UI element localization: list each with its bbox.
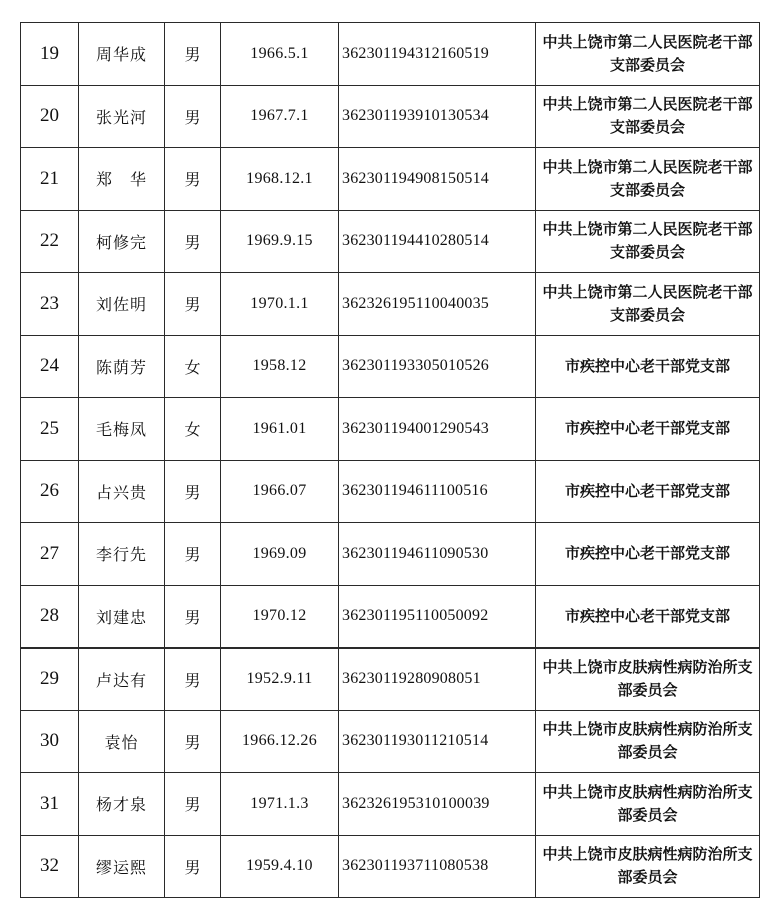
table-row <box>21 398 760 461</box>
member-name: 卢达有 <box>79 648 165 711</box>
member-sex: 男 <box>165 648 221 711</box>
table-row <box>21 210 760 273</box>
member-sex: 男 <box>165 460 221 523</box>
member-name: 周华成 <box>79 23 165 86</box>
id-number: 362301193305010526 <box>339 335 536 398</box>
party-branch: 市疾控中心老干部党支部 <box>536 460 760 523</box>
member-name: 占兴贵 <box>79 460 165 523</box>
party-branch: 市疾控中心老干部党支部 <box>536 523 760 586</box>
party-join-date: 1952.9.11 <box>221 648 339 711</box>
party-join-date: 1969.9.15 <box>221 210 339 273</box>
party-branch: 市疾控中心老干部党支部 <box>536 398 760 461</box>
member-sex: 男 <box>165 23 221 86</box>
table-row <box>21 148 760 211</box>
member-sex: 男 <box>165 585 221 648</box>
table-row <box>21 23 760 86</box>
table-row <box>21 85 760 148</box>
row-number: 31 <box>21 773 79 836</box>
row-number: 30 <box>21 710 79 773</box>
id-number: 362301193910130534 <box>339 85 536 148</box>
member-name: 陈荫芳 <box>79 335 165 398</box>
row-number: 29 <box>21 648 79 711</box>
party-branch: 中共上饶市第二人民医院老干部支部委员会 <box>536 273 760 336</box>
id-number: 362301194312160519 <box>339 23 536 86</box>
member-name: 袁怡 <box>79 710 165 773</box>
table-row <box>21 585 760 648</box>
row-number: 23 <box>21 273 79 336</box>
member-sex: 男 <box>165 523 221 586</box>
id-number: 362301194611090530 <box>339 523 536 586</box>
party-join-date: 1971.1.3 <box>221 773 339 836</box>
party-join-date: 1959.4.10 <box>221 835 339 898</box>
row-number: 28 <box>21 585 79 648</box>
party-branch: 中共上饶市第二人民医院老干部支部委员会 <box>536 148 760 211</box>
id-number: 362301194611100516 <box>339 460 536 523</box>
party-join-date: 1958.12 <box>221 335 339 398</box>
row-number: 19 <box>21 23 79 86</box>
party-join-date: 1961.01 <box>221 398 339 461</box>
table-row <box>21 523 760 586</box>
row-number: 22 <box>21 210 79 273</box>
id-number: 362301194001290543 <box>339 398 536 461</box>
party-branch: 中共上饶市第二人民医院老干部支部委员会 <box>536 210 760 273</box>
table-row <box>21 460 760 523</box>
party-branch: 中共上饶市皮肤病性病防治所支部委员会 <box>536 835 760 898</box>
party-branch: 中共上饶市第二人民医院老干部支部委员会 <box>536 23 760 86</box>
party-branch: 中共上饶市第二人民医院老干部支部委员会 <box>536 85 760 148</box>
member-name: 杨才泉 <box>79 773 165 836</box>
member-name: 郑 华 <box>79 148 165 211</box>
member-sex: 男 <box>165 773 221 836</box>
party-join-date: 1966.5.1 <box>221 23 339 86</box>
member-sex: 男 <box>165 710 221 773</box>
party-join-date: 1968.12.1 <box>221 148 339 211</box>
table-row <box>21 710 760 773</box>
party-join-date: 1969.09 <box>221 523 339 586</box>
row-number: 32 <box>21 835 79 898</box>
id-number: 362301195110050092 <box>339 585 536 648</box>
member-name: 柯修完 <box>79 210 165 273</box>
table-row <box>21 648 760 711</box>
party-branch: 中共上饶市皮肤病性病防治所支部委员会 <box>536 648 760 711</box>
party-join-date: 1970.12 <box>221 585 339 648</box>
row-number: 25 <box>21 398 79 461</box>
row-number: 26 <box>21 460 79 523</box>
party-join-date: 1967.7.1 <box>221 85 339 148</box>
table-row <box>21 273 760 336</box>
member-name: 缪运熙 <box>79 835 165 898</box>
member-sex: 女 <box>165 398 221 461</box>
party-branch: 市疾控中心老干部党支部 <box>536 335 760 398</box>
row-number: 21 <box>21 148 79 211</box>
party-join-date: 1966.12.26 <box>221 710 339 773</box>
member-sex: 男 <box>165 835 221 898</box>
id-number: 362326195110040035 <box>339 273 536 336</box>
member-name: 毛梅凤 <box>79 398 165 461</box>
member-name: 刘佐明 <box>79 273 165 336</box>
table-row <box>21 773 760 836</box>
member-sex: 女 <box>165 335 221 398</box>
id-number: 362301193711080538 <box>339 835 536 898</box>
member-sex: 男 <box>165 148 221 211</box>
id-number: 36230119280908051 <box>339 648 536 711</box>
party-branch: 中共上饶市皮肤病性病防治所支部委员会 <box>536 710 760 773</box>
party-join-date: 1970.1.1 <box>221 273 339 336</box>
member-sex: 男 <box>165 210 221 273</box>
row-number: 27 <box>21 523 79 586</box>
table-row <box>21 835 760 898</box>
party-join-date: 1966.07 <box>221 460 339 523</box>
member-name: 李行先 <box>79 523 165 586</box>
id-number: 362326195310100039 <box>339 773 536 836</box>
row-number: 24 <box>21 335 79 398</box>
party-branch: 中共上饶市皮肤病性病防治所支部委员会 <box>536 773 760 836</box>
member-roster-table <box>20 22 760 898</box>
id-number: 362301194908150514 <box>339 148 536 211</box>
member-roster-sheet <box>20 22 759 898</box>
id-number: 362301194410280514 <box>339 210 536 273</box>
row-number: 20 <box>21 85 79 148</box>
table-row <box>21 335 760 398</box>
party-branch: 市疾控中心老干部党支部 <box>536 585 760 648</box>
member-sex: 男 <box>165 85 221 148</box>
member-sex: 男 <box>165 273 221 336</box>
id-number: 362301193011210514 <box>339 710 536 773</box>
member-name: 刘建忠 <box>79 585 165 648</box>
member-name: 张光河 <box>79 85 165 148</box>
